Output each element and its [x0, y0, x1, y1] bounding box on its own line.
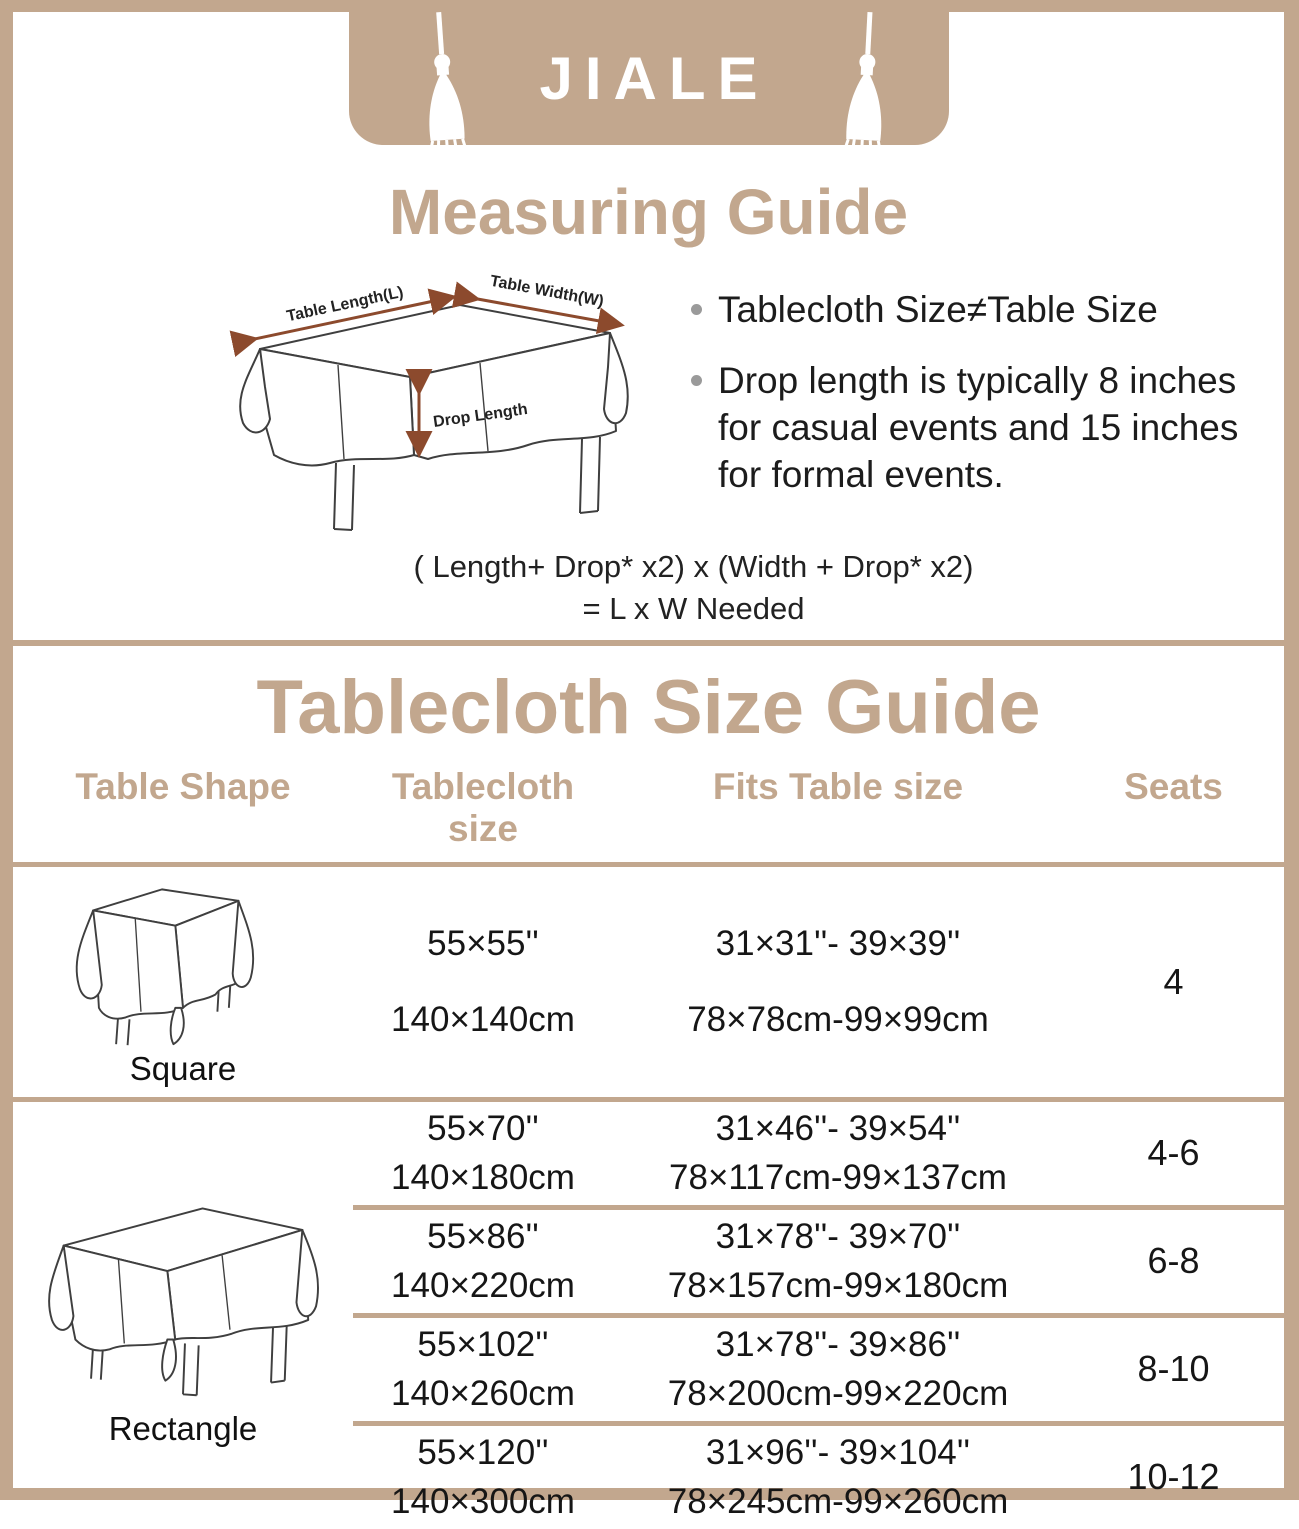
- column-header-table-shape: Table Shape: [75, 765, 291, 807]
- diagram-drop-label: Drop Length: [432, 401, 529, 432]
- fits-cm: 78×157cm-99×180cm: [667, 1265, 1009, 1305]
- rectangle-shape-cell: [13, 1102, 353, 1529]
- bullet-item: [691, 358, 1254, 499]
- square-table-drawing: [58, 876, 308, 1048]
- brand-banner: [349, 12, 949, 145]
- column-header-tablecloth-size: Tablecloth size: [391, 765, 575, 849]
- shape-label: Rectangle: [108, 1409, 258, 1447]
- bullet-item: [691, 287, 1254, 334]
- cell-fits-table-size: [613, 1217, 1063, 1306]
- tassel-icon: [415, 11, 471, 166]
- bullet-text: Drop length is typically 8 inches for casual events and 15 inches for formal events.: [718, 360, 1239, 496]
- fits-cm: 78×78cm-99×99cm: [687, 999, 989, 1039]
- size-guide-header: [13, 760, 1284, 867]
- fits-inches: 31×78''- 39×70'': [715, 1216, 961, 1256]
- size-inches: 55×120'': [417, 1432, 549, 1472]
- table-measure-diagram: [218, 267, 673, 552]
- table-row: [353, 1205, 1284, 1313]
- cell-tablecloth-size: [353, 1433, 613, 1522]
- bullet-dot-icon: [691, 375, 702, 386]
- cell-tablecloth-size: [353, 1109, 613, 1198]
- table-section-rectangle: [13, 1102, 1284, 1529]
- fits-cm: 78×245cm-99×260cm: [667, 1481, 1009, 1521]
- table-row: [353, 1421, 1284, 1529]
- cell-fits-table-size: [613, 924, 1063, 1040]
- cell-seats: 10-12: [1127, 1456, 1220, 1498]
- cell-seats: 6-8: [1147, 1240, 1200, 1282]
- table-row: [353, 1313, 1284, 1421]
- size-cm: 140×300cm: [391, 1481, 575, 1521]
- bullet-text: Tablecloth Size≠Table Size: [718, 289, 1158, 331]
- bullet-dot-icon: [691, 304, 702, 315]
- size-inches: 55×86'': [427, 1216, 539, 1256]
- formula-line-1: ( Length+ Drop* x2) x (Width + Drop* x2): [413, 549, 974, 585]
- rectangle-table-drawing: [33, 1183, 333, 1408]
- size-inches: 55×70'': [427, 1108, 539, 1148]
- formula-line-2: = L x W Needed: [582, 591, 805, 627]
- fits-inches: 31×46''- 39×54'': [715, 1108, 961, 1148]
- size-inches: 55×102'': [417, 1324, 549, 1364]
- table-row-square: [13, 867, 1284, 1102]
- size-cm: 140×140cm: [391, 999, 575, 1039]
- size-cm: 140×220cm: [391, 1265, 575, 1305]
- tassel-icon: [839, 11, 893, 165]
- size-guide-title: Tablecloth Size Guide: [256, 665, 1041, 751]
- size-cm: 140×260cm: [391, 1373, 575, 1413]
- column-header-seats: Seats: [1124, 765, 1223, 807]
- cell-seats: 4: [1163, 960, 1184, 1002]
- diagram-length-label: Table Length(L): [285, 284, 405, 326]
- section-divider: [13, 640, 1284, 646]
- fits-inches: 31×96''- 39×104'': [705, 1432, 971, 1472]
- measuring-formula: [13, 546, 1284, 630]
- fits-cm: 78×117cm-99×137cm: [669, 1157, 1007, 1197]
- cell-tablecloth-size: [353, 1217, 613, 1306]
- table-row: [353, 1102, 1284, 1205]
- shape-label: Square: [129, 1049, 237, 1087]
- column-header-fits-table-size: Fits Table size: [712, 765, 964, 807]
- fits-cm: 78×200cm-99×220cm: [667, 1373, 1009, 1413]
- cell-fits-table-size: [613, 1433, 1063, 1522]
- diagram-width-label: Table Width(W): [488, 273, 605, 311]
- brand-name: JIALE: [539, 45, 770, 112]
- cell-seats: 4-6: [1147, 1132, 1200, 1174]
- size-cm: 140×180cm: [391, 1157, 575, 1197]
- measuring-guide-body: [13, 267, 1284, 552]
- rectangle-rows: [353, 1102, 1284, 1529]
- measuring-guide-bullets: [691, 267, 1254, 552]
- square-shape-cell: [13, 876, 353, 1088]
- fits-inches: 31×78''- 39×86'': [715, 1324, 961, 1364]
- cell-fits-table-size: [613, 1325, 1063, 1414]
- cell-tablecloth-size: [353, 924, 613, 1040]
- size-inches: 55×55'': [427, 923, 539, 963]
- cell-fits-table-size: [613, 1109, 1063, 1198]
- fits-inches: 31×31''- 39×39'': [715, 923, 961, 963]
- cell-tablecloth-size: [353, 1325, 613, 1414]
- cell-seats: 8-10: [1137, 1348, 1210, 1390]
- measuring-guide-title: Measuring Guide: [388, 176, 909, 248]
